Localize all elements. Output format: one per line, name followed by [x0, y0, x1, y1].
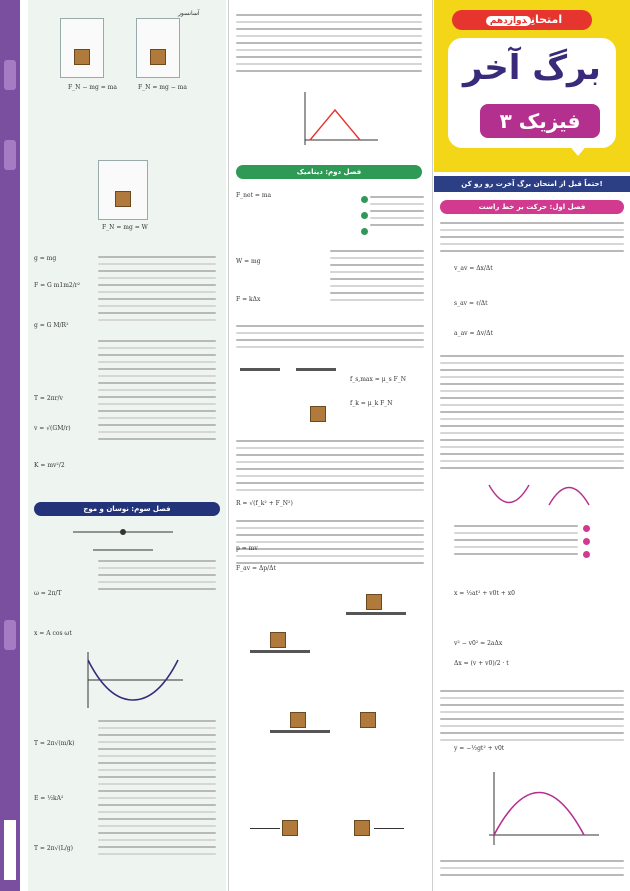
section-header: فصل دوم: دینامیک	[236, 165, 422, 179]
column-divider	[228, 0, 229, 891]
crate-icon	[310, 406, 326, 422]
column-middle	[230, 0, 430, 891]
formula: Δx = (v + v0)/2 · t	[454, 660, 509, 667]
formula: ω = 2π/T	[34, 590, 62, 597]
strip-tab	[4, 60, 16, 90]
column-left	[28, 0, 226, 891]
formula: v = √(GM/r)	[34, 425, 71, 432]
formula: T = 2πr/v	[34, 395, 63, 402]
formula: a_av = Δv/Δt	[454, 330, 493, 337]
formula: T = 2π√(L/g)	[34, 845, 73, 852]
title-bubble	[448, 38, 616, 148]
crate-icon	[270, 632, 286, 648]
barcode	[4, 820, 16, 880]
column-divider	[432, 0, 433, 891]
ceiling	[296, 368, 336, 371]
formula: F_N = mg − ma	[138, 84, 187, 91]
formula: g = mg	[34, 255, 57, 262]
formula: f_k = μ_k F_N	[350, 400, 393, 407]
ground-line	[250, 650, 310, 653]
bullet-icon	[361, 212, 368, 219]
ceiling	[240, 368, 280, 371]
bullet-icon	[361, 196, 368, 203]
formula: f_s,max = μ_s F_N	[350, 376, 406, 383]
side-strip	[0, 0, 20, 891]
crate-icon	[290, 712, 306, 728]
formula: W = mg	[236, 258, 261, 265]
elevator-diagram	[136, 18, 180, 78]
formula: g = G M/R²	[34, 322, 69, 329]
page-title: برگ آخر	[463, 48, 601, 88]
elevator-label: آسانسور	[178, 10, 200, 17]
formula: x = ½at² + v0t + x0	[454, 590, 515, 597]
formula: F = kΔx	[236, 296, 261, 303]
formula: T = 2π√(m/k)	[34, 740, 75, 747]
cosine-graph	[78, 650, 188, 710]
title-banner	[434, 0, 630, 172]
formula: y = −½gt² + v0t	[454, 745, 505, 752]
crate-icon	[282, 820, 298, 836]
parabola-graphs	[484, 475, 604, 515]
section-header: فصل اول: حرکت بر خط راست	[440, 200, 624, 214]
elevator-diagram	[98, 160, 148, 220]
formula: F_N = mg = W	[102, 224, 148, 231]
strip-tab	[4, 140, 16, 170]
crate-icon	[354, 820, 370, 836]
subject-badge: فیزیک ۳	[480, 104, 600, 138]
force-arrow	[250, 828, 280, 829]
formula: E = ½kA²	[34, 795, 64, 802]
formula: F_N − mg = ma	[68, 84, 117, 91]
formula: F = G m1m2/r²	[34, 282, 81, 289]
triangle-graph	[300, 90, 380, 150]
formula: K = mv²/2	[34, 462, 65, 469]
formula: F_net = ma	[236, 192, 272, 199]
wave-spring-diagram	[68, 520, 178, 560]
bullet-icon	[583, 551, 590, 558]
strip-tab	[4, 620, 16, 650]
elevator-diagram	[60, 18, 104, 78]
formula: v_av = Δx/Δt	[454, 265, 493, 272]
formula: p = mv	[236, 545, 258, 552]
formula: s_av = ℓ/Δt	[454, 300, 488, 307]
column-right	[434, 0, 630, 891]
formula: F_av = Δp/Δt	[236, 565, 276, 572]
crate-icon	[360, 712, 376, 728]
formula: v² − v0² = 2aΔx	[454, 640, 503, 647]
bullet-icon	[361, 228, 368, 235]
grade-pill: امتحانِدوازدهم	[452, 10, 592, 30]
section-header: فصل سوم: نوسان و موج	[34, 502, 220, 516]
ground-line	[270, 730, 330, 733]
bullet-icon	[583, 525, 590, 532]
tagline: حتماً قبل از امتحان برگ آخرت رو رو کن!	[434, 176, 630, 192]
force-arrow	[374, 828, 404, 829]
formula: R = √(f_k² + F_N²)	[236, 500, 293, 507]
bullet-icon	[583, 538, 590, 545]
projectile-graph	[474, 770, 604, 850]
formula: x = A cos ωt	[34, 630, 72, 637]
ground-line	[346, 612, 406, 615]
crate-icon	[366, 594, 382, 610]
